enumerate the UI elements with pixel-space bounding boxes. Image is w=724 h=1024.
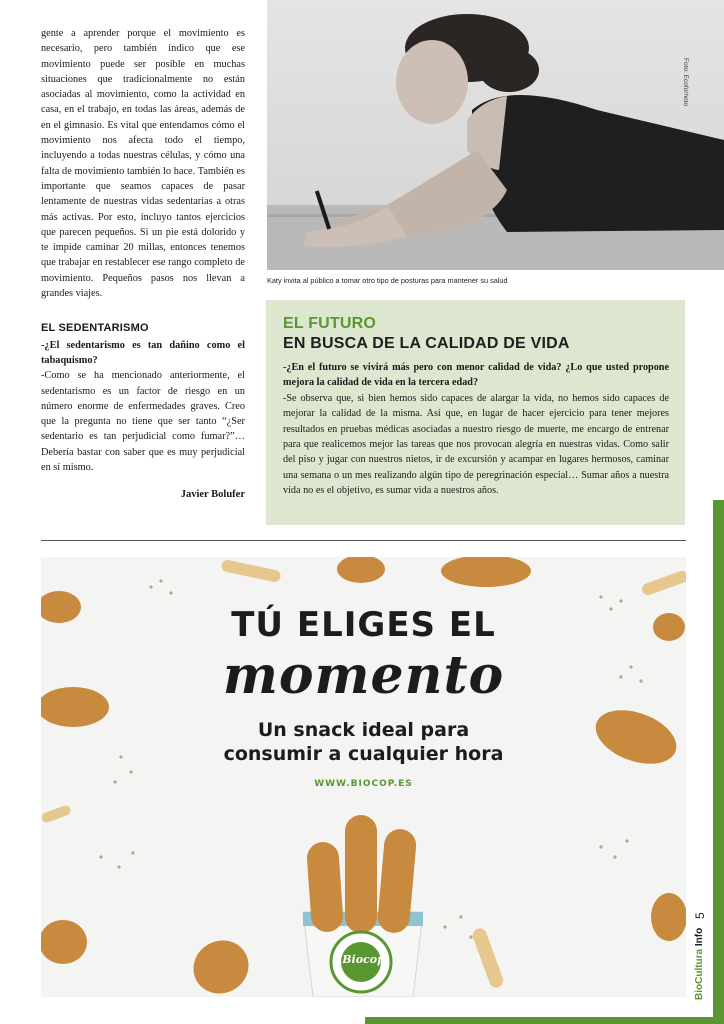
photo-caption: Katy invita al público a tomar otro tipo de posturas para mantener su salud	[267, 276, 508, 285]
folio-brand: BioCultura	[694, 948, 705, 1000]
box-question: -¿En el futuro se vivirá más pero con menor calidad de vida? ¿Lo que usted propone mejora la calidad de vida en la tercera edad?	[283, 362, 669, 389]
interview-answer: -Como se ha mencionado anteriormente, el sedentarismo es un factor de riesgo en un número enorme de enfermedades graves. Creo que la pregunta no tiene que ser tanto “¿Ser sedentario es tan perjudicial como fumar?”… Debería bastar con saber que es muy perjudicial en sí mismo.	[41, 370, 245, 474]
ad-headline-top: TÚ ELIGES EL	[231, 605, 496, 645]
future-sidebar-box	[266, 300, 685, 525]
ad-tagline-line-2: consumir a cualquier hora	[223, 743, 504, 765]
woman-illustration	[267, 0, 724, 270]
page-number: 5	[693, 912, 707, 919]
box-title: EN BUSCA DE LA CALIDAD DE VIDA	[283, 335, 570, 352]
ad-headline-script: momento	[222, 645, 505, 706]
box-answer: -Se observa que, si bien hemos sido capaces de alargar la vida, no hemos sido capaces de mejorar la calidad de la misma. Así que, en lugar de hacer ejercicio para tener mejores resultados en pruebas médicas asociadas a nuestro riesgo de muerte, me encargo de entrenar para que realicemos mejor las tareas que nos provocan alegría en nuestras vidas. Como salir del piso y jugar con nuestros nietos, ir de excursión y acampar en lugares hermosos, caminar una semana o un mes realizando algún tipo de peregrinación especial… Sumar años a nuestra vida no es el objetivo, es sumar vida a nuestros años.	[283, 392, 669, 497]
box-kicker: EL FUTURO	[283, 315, 377, 332]
folio	[693, 880, 707, 1000]
woman-writing-photo	[267, 0, 724, 270]
article-intro: gente a aprender porque el movimiento es necesario, pero también indico que ese movimiento puede ser posible en muchas situaciones que tradicionalmente no están asociadas al movimiento, como la actividad en casa, en el trabajo, en todas las áreas, además de en el gimnasio. Es vital que entendamos cómo el movimiento nos afecta todo el tiempo, incluyendo a todas nuestras células, y cómo una falta de movimiento también lo hace. También es importante que seamos capaces de pasar lentamente de nuestras vidas sedentarias a otras más activas. Por esto, incluyo tantos ejercicios que parecen pequeños. Si un pie está dolorido y te impide caminar 20 millas, entonces tenemos que trabajar en restablecer ese rango completo de movimiento. Pequeños pasos nos llevan a grandes viajes.	[41, 28, 245, 300]
ad-tagline-line-1: Un snack ideal para	[257, 719, 470, 741]
biocop-advertisement	[41, 557, 686, 997]
side-accent-bar	[713, 500, 724, 1024]
folio-brand-suffix: Info	[694, 927, 705, 947]
bottom-accent-bar	[365, 1017, 724, 1024]
ad-website-url: WWW.BIOCOP.ES	[314, 779, 413, 789]
article-column	[41, 26, 245, 503]
photo-credit: Foto: Ecoforhoto	[682, 58, 689, 107]
interview-question: -¿El sedentarismo es tan dañino como el tabaquismo?	[41, 339, 245, 366]
section-heading: EL SEDENTARISMO	[41, 322, 149, 335]
biocop-logo: Biocop	[342, 953, 385, 966]
section-divider	[41, 540, 686, 541]
author-byline: Javier Bolufer	[180, 489, 245, 501]
